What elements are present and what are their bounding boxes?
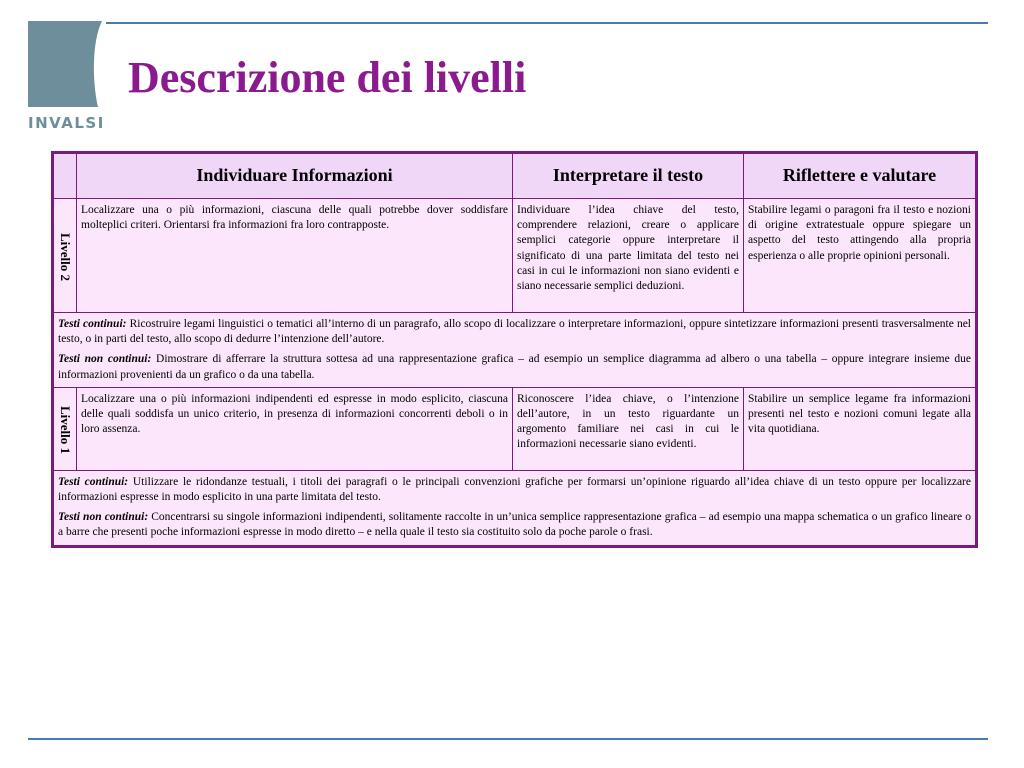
table-header-row <box>53 153 977 199</box>
level2-riflettere <box>744 199 977 313</box>
level2-riflettere-text: Stabilire legami o paragoni fra il testo e nozioni di origine extratestuale oppure spiegare un aspetto del testo attingendo alla propria esperienza o alle proprie opinioni personali. <box>748 204 971 262</box>
level2-continui <box>58 317 971 347</box>
non-continui-label: Testi non continui: <box>58 353 152 366</box>
level1-individuare: Localizzare una o più informazioni indipendenti ed espresse in modo esplicito, ciascuna delle quali soddisfa un unico criterio, in presenza di informazioni concorrenti deboli o in loro assenza. <box>77 387 513 470</box>
non-continui-label: Testi non continui: <box>58 511 149 524</box>
page-title: Descrizione dei livelli <box>128 53 527 102</box>
level1-non-continui <box>58 510 971 540</box>
level1-riflettere: Stabilire un semplice legame fra informazioni presenti nel testo e nozioni comuni legate alla vita quotidiana. <box>744 387 977 470</box>
non-continui-text: Dimostrare di afferrare la struttura sottesa ad una rappresentazione grafica – ad esempio un semplice diagramma ad albero o una tabella – oppure integrare insieme due informazioni provenienti da un grafico o da una tabella. <box>58 353 972 381</box>
level2-individuare: Localizzare una o più informazioni, ciascuna delle quali potrebbe dover soddisfare molteplici criteri. Orientarsi fra informazioni fra loro contrapposte. <box>77 199 513 313</box>
table-row-level2-notes <box>53 313 977 388</box>
top-divider <box>106 22 988 24</box>
level-label-cell <box>53 199 77 313</box>
header-interpretare: Interpretare il testo <box>513 153 744 199</box>
bottom-divider <box>28 738 988 740</box>
logo-text: INVALSI <box>28 114 105 132</box>
table-row-level1-notes <box>53 470 977 546</box>
header-riflettere: Riflettere e valutare <box>744 153 977 199</box>
level2-label: Livello 2 <box>58 233 73 282</box>
level2-notes <box>53 313 977 388</box>
logo-mark-icon <box>28 21 104 107</box>
non-continui-text: Concentrarsi su singole informazioni indipendenti, solitamente raccolte in un’unica semplice rappresentazione grafica – ad esempio una mappa schematica o un grafico lineare o a barre che presenti poche informazioni espresse in modo diretto – e nella quale il testo sia costituito solo da poche parole o frasi. <box>58 511 971 539</box>
levels-table <box>51 151 978 548</box>
table-row-level1 <box>53 387 977 470</box>
continui-label: Testi continui: <box>58 318 127 330</box>
level1-notes <box>53 470 977 546</box>
header-individuare: Individuare Informazioni <box>77 153 513 199</box>
continui-text: Utilizzare le ridondanze testuali, i titoli dei paragrafi o le principali convenzioni grafiche per formarsi un’opinione riguardo all’idea chiave di un testo oppure per localizzare informazioni espresse in modo esplicito in una parte limitata del testo. <box>58 475 971 504</box>
level2-interpretare: Individuare l’idea chiave del testo, comprendere relazioni, creare o applicare semplici categorie oppure interpretare il significato di una parte limitata del testo nei casi in cui le informazioni non siano evidenti e siano necessarie semplici deduzioni. <box>513 199 744 313</box>
continui-text: Ricostruire legami linguistici o tematici all’interno di un paragrafo, allo scopo di localizzare o interpretare informazioni, oppure sintetizzare informazioni presenti trasversalmente nel testo, o in parti del testo, allo scopo di dedurre l’intenzione dell’autore. <box>58 318 971 346</box>
table-row-level2 <box>53 199 977 313</box>
continui-label: Testi continui: <box>58 475 129 488</box>
invalsi-logo <box>28 21 106 132</box>
level1-continui <box>58 475 971 505</box>
level1-interpretare: Riconoscere l’idea chiave, o l’intenzione dell’autore, in un testo riguardante un argomento familiare nei casi in cui le informazioni necessarie siano evidenti. <box>513 387 744 470</box>
level1-label: Livello 1 <box>58 405 73 454</box>
level-label-cell <box>53 387 77 470</box>
level2-non-continui <box>58 352 971 382</box>
header-corner <box>53 153 77 199</box>
